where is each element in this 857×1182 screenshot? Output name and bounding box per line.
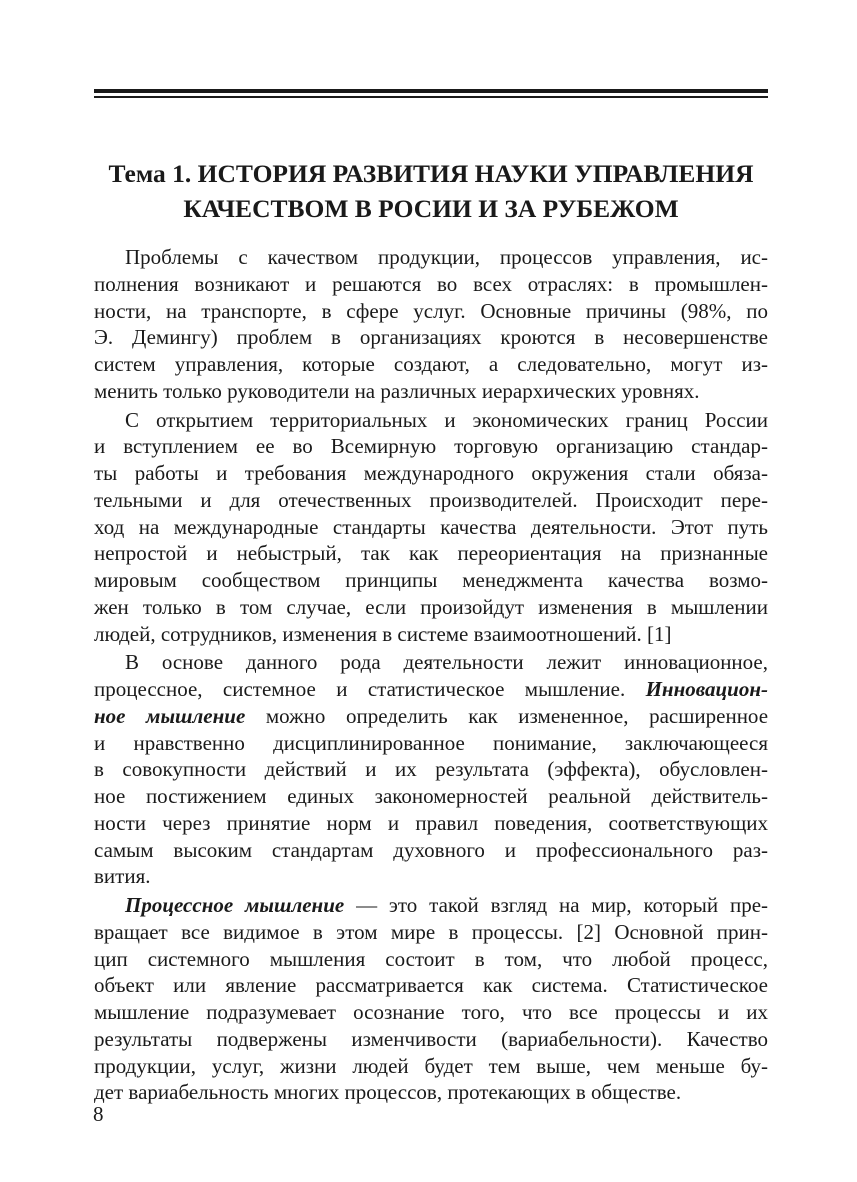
text-run: — это такой взгляд на мир, который пре- bbox=[356, 893, 769, 917]
text-line: дет вариабельность многих процессов, протекающих в обществе. bbox=[94, 1080, 682, 1105]
header-rule-thin bbox=[94, 96, 768, 98]
term-innovative-thinking-cont: ное мышление bbox=[94, 703, 246, 728]
paragraph-3 bbox=[94, 649, 768, 890]
page-number: 8 bbox=[93, 1102, 104, 1126]
text-line: людей, сотрудников, изменения в системе взаимоотношений. [1] bbox=[94, 621, 672, 646]
text-line: полнения возникают и решаются во всех отраслях: в промышлен- bbox=[94, 271, 768, 296]
text-line: результаты подвержены изменчивости (вариабельности). Качество bbox=[94, 1026, 768, 1051]
text-line: самым высоким стандартам духовного и профессионального раз- bbox=[94, 837, 768, 862]
text-line: ности через принятие норм и правил поведения, соответствующих bbox=[94, 810, 768, 835]
text-line: непростой и небыстрый, так как переориентация на признанные bbox=[94, 541, 768, 566]
paragraph-2 bbox=[94, 407, 768, 648]
text-line: С открытием территориальных и экономических границ России bbox=[125, 407, 768, 432]
text-line: и вступлением ее во Всемирную торговую организацию стандар- bbox=[94, 434, 768, 459]
text-line: жен только в том случае, если произойдут изменения в мышлении bbox=[94, 594, 768, 619]
text-line bbox=[94, 703, 768, 730]
text-line: мышление подразумевает осознание того, что все процессы и их bbox=[94, 1000, 768, 1024]
text-line: ты работы и требования международного окружения стали обяза- bbox=[94, 461, 768, 485]
body-text bbox=[94, 244, 768, 1106]
paragraph-4 bbox=[94, 892, 768, 1106]
text-line: Э. Демингу) проблем в организациях кроются в несовершенстве bbox=[94, 325, 768, 350]
chapter-title-line-2: КАЧЕСТВОМ В РОСИИ И ЗА РУБЕЖОМ bbox=[183, 194, 679, 223]
text-line: цип системного мышления состоит в том, что любой процесс, bbox=[94, 946, 768, 971]
paragraph-1 bbox=[94, 244, 768, 405]
text-run: можно определить как измененное, расширенное bbox=[265, 703, 769, 728]
text-line: систем управления, которые создают, а следовательно, могут из- bbox=[94, 352, 768, 376]
text-line bbox=[94, 676, 768, 703]
text-line: В основе данного рода деятельности лежит инновационное, bbox=[125, 650, 768, 675]
chapter-title-line-1: Тема 1. ИСТОРИЯ РАЗВИТИЯ НАУКИ УПРАВЛЕНИЯ bbox=[108, 159, 754, 188]
text-line: ное постижением единых закономерностей реальной действитель- bbox=[94, 784, 768, 808]
text-line bbox=[94, 892, 768, 919]
text-line: ход на международные стандарты качества деятельности. Этот путь bbox=[94, 514, 768, 539]
text-line: в совокупности действий и их результата (эффекта), обусловлен- bbox=[94, 757, 768, 782]
chapter-title bbox=[94, 156, 768, 226]
text-line: тельными и для отечественных производителей. Происходит пере- bbox=[94, 487, 768, 512]
term-innovative-thinking: Инновацион- bbox=[645, 677, 768, 701]
text-run: процессное, системное и статистическое мышление. bbox=[94, 677, 626, 701]
text-line: и нравственно дисциплинированное понимание, заключающееся bbox=[94, 730, 768, 755]
text-line: объект или явление рассматривается как система. Статистическое bbox=[94, 973, 768, 998]
text-line: менить только руководители на различных иерархических уровнях. bbox=[94, 378, 700, 403]
text-line: ности, на транспорте, в сфере услуг. Основные причины (98%, по bbox=[94, 298, 768, 323]
text-line: вития. bbox=[94, 864, 151, 889]
text-line: Проблемы с качеством продукции, процессов управления, ис- bbox=[125, 245, 768, 269]
text-line: мировым сообществом принципы менеджмента качества возмо- bbox=[94, 568, 768, 592]
header-rule-thick bbox=[94, 89, 768, 93]
term-process-thinking: Процессное мышление bbox=[125, 893, 345, 917]
text-line: продукции, услуг, жизни людей будет тем выше, чем меньше бу- bbox=[94, 1053, 768, 1078]
text-line: вращает все видимое в этом мире в процессы. [2] Основной прин- bbox=[94, 919, 768, 944]
